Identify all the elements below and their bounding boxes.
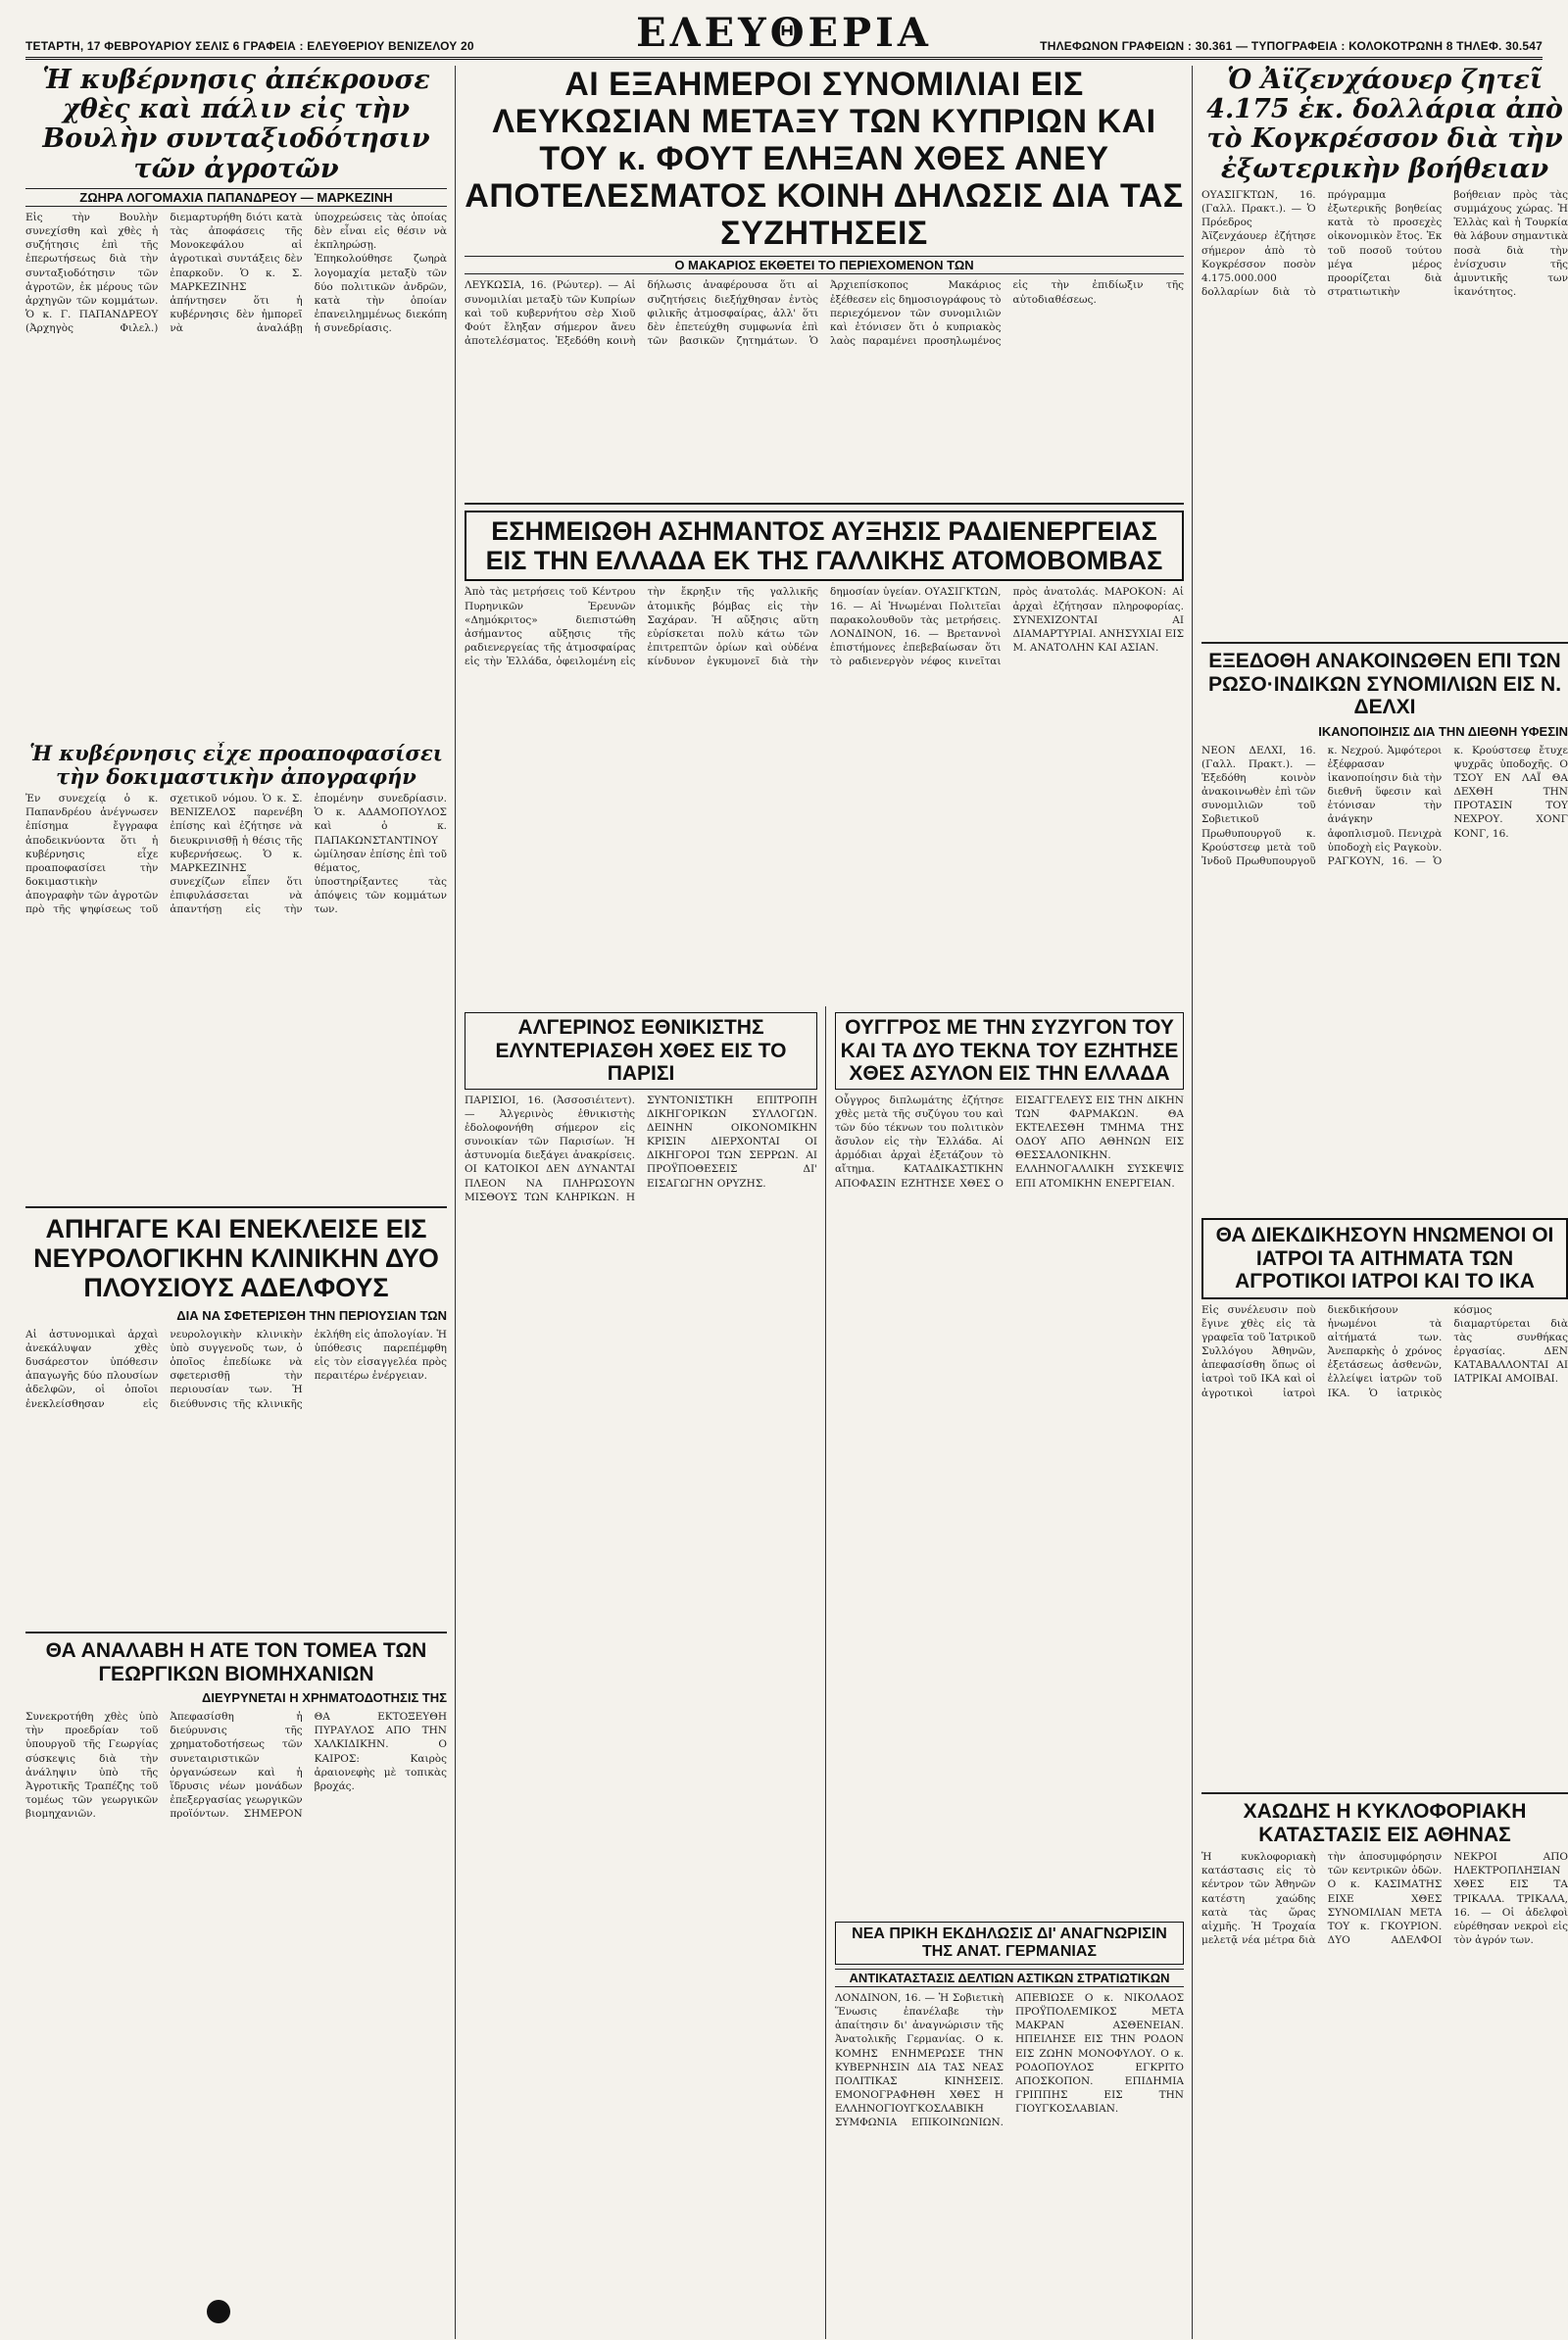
article-east-germany	[835, 1922, 1184, 2333]
article-traffic	[1201, 1800, 1568, 2335]
article-kicker: Ο ΜΑΚΑΡΙΟΣ ΕΚΘΕΤΕΙ ΤΟ ΠΕΡΙΕΧΟΜΕΝΟΝ ΤΩΝ	[465, 256, 1184, 274]
article-headline: ΧΑΩΔΗΣ Η ΚΥΚΛΟΦΟΡΙΑΚΗ ΚΑΤΑΣΤΑΣΙΣ ΕΙΣ ΑΘΗΝΑΣ	[1243, 1800, 1527, 1846]
column-rule	[825, 1006, 826, 2339]
article-c1d	[25, 1639, 447, 2335]
article-algerian	[465, 1012, 817, 2335]
article-body: Ἡ κυκλοφοριακὴ κατάστασις εἰς τὸ κέντρον τῶν Ἀθηνῶν κατέστη χαώδης κατὰ τὰς ὥρας αἰχμῆς. Ἡ Τροχαία μελετᾷ νέα μέτρα διὰ τὴν ἀποσυμφόρησιν τῶν κεντρικῶν ὁδῶν. Ο κ. ΚΑΣΙΜΑΤΗΣ ΕΙΧΕ ΧΘΕΣ ΣΥΝΟΜΙΛΙΑΝ ΜΕΤΑ ΤΟΥ κ. ΓΚΟΥΡΙΟΝ. ΔΥΟ ΑΔΕΛΦΟΙ ΝΕΚΡΟΙ ΑΠΟ ΗΛΕΚΤΡΟΠΛΗΞΙΑΝ ΧΘΕΣ ΕΙΣ ΤΑ ΤΡΙΚΑΛΑ. ΤΡΙΚΑΛΑ, 16. — Οἱ ἀδελφοὶ εὑρέθησαν νεκροὶ εἰς τὸν ἀγρόν των.	[1201, 1851, 1568, 1947]
article-kicker: ΑΝΤΙΚΑΤΑΣΤΑΣΙΣ ΔΕΛΤΙΩΝ ΑΣΤΙΚΩΝ ΣΤΡΑΤΙΩΤΙΚΩΝ	[835, 1969, 1184, 1987]
article-body: ΠΑΡΙΣΙΟΙ, 16. (Ἀσσοσιέιτεντ). — Ἀλγερινὸς ἐθνικιστὴς ἐδολοφονήθη σήμερον εἰς συνοικίαν τῶν Παρισίων. Ἡ ἀστυνομία διεξάγει ἀνακρίσεις. ΟΙ ΚΑΤΟΙΚΟΙ ΔΕΝ ΔΥΝΑΝΤΑΙ ΠΛΕΟΝ ΝΑ ΠΛΗΡΩΣΟΥΝ ΜΙΣΘΟΥΣ ΤΩΝ ΚΛΗΡΙΚΩΝ. Η ΣΥΝΤΟΝΙΣΤΙΚΗ ΕΠΙΤΡΟΠΗ ΔΙΚΗΓΟΡΙΚΩΝ ΣΥΛΛΟΓΩΝ. ΔΕΙΝΗΝ ΟΙΚΟΝΟΜΙΚΗΝ ΚΡΙΣΙΝ ΔΙΕΡΧΟΝΤΑΙ ΟΙ ΔΙΚΗΓΟΡΟΙ ΤΩΝ ΣΕΡΡΩΝ. ΑΙ ΠΡΟΫΠΟΘΕΣΕΙΣ ΔΙ' ΕΙΣΑΓΩΓΗΝ ΟΡΥΖΗΣ.	[465, 1094, 817, 1203]
article-body: ΝΕΟΝ ΔΕΛΧΙ, 16. (Γαλλ. Πρακτ.). — Ἐξεδόθη κοινὸν ἀνακοινωθὲν ἐπὶ τῶν συνομιλιῶν τοῦ Σοβιετικοῦ Πρωθυπουργοῦ κ. Κρούστσεφ μετὰ τοῦ Ἰνδοῦ Πρωθυπουργοῦ κ. Νεχρού. Ἀμφότεροι ἐξέφρασαν ἱκανοποίησιν διὰ τὴν διεθνῆ ὕφεσιν καὶ ἐτόνισαν τὴν ἀνάγκην ἀφοπλισμοῦ. Πενιχρὰ ὑποδοχὴ εἰς Ραγκοὺν. ΡΑΓΚΟΥΝ, 16. — Ὁ κ. Κρούστσεφ ἔτυχε ψυχρᾶς ὑποδοχῆς. Ο ΤΣΟΥ ΕΝ ΛΑΪ ΘΑ ΔΕΧΘΗ ΤΗΝ ΠΡΟΤΑΣΙΝ ΤΟΥ ΝΕΧΡΟΥ. ΧΟΝΓ ΚΟΝΓ, 16.	[1201, 744, 1568, 867]
article-radioactivity	[465, 511, 1184, 1000]
article-body: Συνεκροτήθη χθὲς ὑπὸ τὴν προεδρίαν τοῦ ὑπουργοῦ τῆς Γεωργίας σύσκεψις διὰ τὴν ἀνάληψιν ὑπὸ τῆς Ἀγροτικῆς Τραπέζης τοῦ τομέως τῶν γεωργικῶν βιομηχανιῶν. Ἀπεφασίσθη ἡ διεύρυνσις τῆς χρηματοδοτήσεως τῶν συνεταιριστικῶν ὀργανώσεων καὶ ἡ ἵδρυσις νέων μονάδων ἐπεξεργασίας γεωργικῶν προϊόντων. ΣΗΜΕΡΟΝ ΘΑ ΕΚΤΟΞΕΥΘΗ ΠΥΡΑΥΛΟΣ ΑΠΟ ΤΗΝ ΧΑΛΚΙΔΙΚΗΝ. Ο ΚΑΙΡΟΣ: Καιρὸς ἀραιονεφὴς μὲ τοπικὰς βροχάς.	[25, 1711, 447, 1821]
article-headline: ΑΠΗΓΑΓΕ ΚΑΙ ΕΝΕΚΛΕΙΣΕ ΕΙΣ ΝΕΥΡΟΛΟΓΙΚΗΝ ΚΛΙΝΙΚΗΝ ΔΥΟ ΠΛΟΥΣΙΟΥΣ ΑΔΕΛΦΟΥΣ	[33, 1214, 439, 1303]
article-headline: ΟΥΓΓΡΟΣ ΜΕ ΤΗΝ ΣΥΖΥΓΟΝ ΤΟΥ ΚΑΙ ΤΑ ΔΥΟ ΤΕΚΝΑ ΤΟΥ ΕΖΗΤΗΣΕ ΧΘΕΣ ΑΣΥΛΟΝ ΕΙΣ ΤΗΝ ΕΛΛΑΔΑ	[835, 1012, 1184, 1090]
article-hungarian	[835, 1012, 1184, 1914]
article-c1a	[25, 66, 447, 732]
article-c1c	[25, 1214, 447, 1626]
article-body: ΛΟΝΔΙΝΟΝ, 16. — Ἡ Σοβιετικὴ Ἕνωσις ἐπανέλαβε τὴν ἀπαίτησιν δι' ἀναγνώρισιν τῆς Ἀνατολικῆς Γερμανίας. Ο κ. ΚΟΜΗΣ ΕΝΗΜΕΡΩΣΕ ΤΗΝ ΚΥΒΕΡΝΗΣΙΝ ΔΙΑ ΤΑΣ ΝΕΑΣ ΠΟΛΙΤΙΚΑΣ ΚΙΝΗΣΕΙΣ. ΕΜΟΝΟΓΡΑΦΗΘΗ ΧΘΕΣ Η ΕΛΛΗΝΟΓΙΟΥΓΚΟΣΛΑΒΙΚΗ ΣΥΜΦΩΝΙΑ ΕΠΙΚΟΙΝΩΝΙΩΝ. ΑΠΕΒΙΩΣΕ Ο κ. ΝΙΚΟΛΑΟΣ ΠΡΟΫΠΟΛΕΜΙΚΟΣ ΜΕΤΑ ΜΑΚΡΑΝ ΑΣΘΕΝΕΙΑΝ. ΗΠΕΙΛΗΣΕ ΕΙΣ ΤΗΝ ΡΟΔΟΝ ΕΙΣ ΖΩΗΝ ΜΟΝΟΦΥΛΟΥ. Ο κ. ΡΟΔΟΠΟΥΛΟΣ ΕΓΚΡΙΤΟ ΑΠΟΣΚΟΠΟΝ. ΕΠΙΔΗΜΙΑ ΓΡΙΠΠΗΣ ΕΙΣ ΤΗΝ ΓΙΟΥΓΚΟΣΛΑΒΙΑΝ.	[835, 1991, 1184, 2129]
article-body: Εἰς συνέλευσιν ποὺ ἔγινε χθὲς εἰς τὰ γραφεῖα τοῦ Ἰατρικοῦ Συλλόγου Ἀθηνῶν, ἀπεφασίσθη ὅπως οἱ ἰατροὶ τοῦ ΙΚΑ καὶ οἱ ἀγροτικοὶ ἰατροὶ διεκδικήσουν ἡνωμένοι τὰ αἰτήματά των. Ἀνεπαρκὴς ὁ χρόνος ἐξετάσεως ἀσθενῶν, ἐλλείψει ἰατρῶν τοῦ ΙΚΑ. Ὁ ἰατρικὸς κόσμος διαμαρτύρεται διὰ τὰς συνθήκας ἐργασίας. ΔΕΝ ΚΑΤΑΒΑΛΛΟΝΤΑΙ ΑΙ ΙΑΤΡΙΚΑΙ ΑΜΟΙΒΑΙ.	[1201, 1303, 1568, 1399]
page-columns	[25, 66, 1568, 2339]
article-body: Ἀπὸ τὰς μετρήσεις τοῦ Κέντρου Πυρηνικῶν Ἐρευνῶν «Δημόκριτος» διεπιστώθη ἀσήμαντος αὔξησις τῆς ραδιενεργείας τῆς ἀτμοσφαίρας εἰς τὴν Ἑλλάδα, ὀφειλομένη εἰς τὴν ἔκρηξιν τῆς γαλλικῆς ἀτομικῆς βόμβας εἰς τὴν Σαχάραν. Ἡ αὔξησις αὕτη εὑρίσκεται πολὺ κάτω τῶν ἐπιτρεπτῶν ὁρίων καὶ οὐδένα κίνδυνον ἐγκυμονεῖ διὰ τὴν δημοσίαν ὑγείαν. ΟΥΑΣΙΓΚΤΩΝ, 16. — Αἱ Ἡνωμέναι Πολιτεῖαι παρακολουθοῦν τὰς μετρήσεις. ΛΟΝΔΙΝΟΝ, 16. — Βρεταννοὶ ἐπιστήμονες ἐπεβεβαίωσαν ὅτι τὸ ραδιενεργὸν νέφος κινεῖται πρὸς ἀνατολάς. ΜΑΡΟΚΟΝ: Αἱ ἀρχαὶ ἐζήτησαν πληροφορίας. ΣΥΝΕΧΙΖΟΝΤΑΙ ΑΙ ΔΙΑΜΑΡΤΥΡΙΑΙ. ΑΝΗΣΥΧΙΑΙ ΕΙΣ Μ. ΑΝΑΤΟΛΗΝ ΚΑΙ ΑΣΙΑΝ.	[465, 586, 1184, 668]
column-rule	[1192, 66, 1193, 2339]
section-rule	[465, 503, 1184, 505]
article-lead	[465, 66, 1184, 497]
article-body: Ἐν συνεχείᾳ ὁ κ. Παπανδρέου ἀνέγνωσεν ἐπίσημα ἔγγραφα ἀποδεικνύοντα ὅτι ἡ κυβέρνησις εἶχε προαποφασίσει τὴν δοκιμαστικὴν ἀπογραφὴν τῶν ἀγροτῶν πρὸ τῆς ψηφίσεως τοῦ σχετικοῦ νόμου. Ὁ κ. Σ. ΒΕΝΙΖΕΛΟΣ παρενέβη ἐπίσης καὶ ἐζήτησε νὰ διευκρινισθῇ ἡ θέσις τῆς κυβερνήσεως. Ὁ κ. ΜΑΡΚΕΖΙΝΗΣ συνεχίζων εἶπεν ὅτι ἐπιφυλάσσεται νὰ ἀπαντήσῃ εἰς τὴν ἐπομένην συνεδρίασιν. Ὁ κ. ΑΔΑΜΟΠΟΥΛΟΣ καὶ ὁ κ. ΠΑΠΑΚΩΝΣΤΑΝΤΙΝΟΥ ὡμίλησαν ἐπίσης ἐπὶ τοῦ θέματος, ὑποστηρίξαντες τὰς ἀπόψεις τῶν κομμάτων των.	[25, 793, 447, 916]
article-body: Αἱ ἀστυνομικαὶ ἀρχαὶ ἀνεκάλυψαν χθὲς δυσάρεστον ὑπόθεσιν ἀπαγωγῆς δύο πλουσίων ἀδελφῶν, οἱ ὁποῖοι ἐνεκλείσθησαν εἰς νευρολογικὴν κλινικὴν ὑπὸ συγγενοῦς των, ὁ ὁποῖος ἐπεδίωκε νὰ σφετερισθῇ τὴν περιουσίαν των. Ἡ διεύθυνσις τῆς κλινικῆς ἐκλήθη εἰς ἀπολογίαν. Ἡ ὑπόθεσις παρεπέμφθη εἰς τὸν εἰσαγγελέα πρὸς περαιτέρω ἐνέργειαν.	[25, 1328, 447, 1410]
article-body: Οὖγγρος διπλωμάτης ἐζήτησε χθὲς μετὰ τῆς συζύγου του καὶ τῶν δύο τέκνων του πολιτικὸν ἄσυλον εἰς τὴν Ἑλλάδα. Αἱ ἁρμόδιαι ἀρχαὶ ἐξετάζουν τὸ αἴτημα. ΚΑΤΑΔΙΚΑΣΤΙΚΗΝ ΑΠΟΦΑΣΙΝ ΕΖΗΤΗΣΕ ΧΘΕΣ Ο ΕΙΣΑΓΓΕΛΕΥΣ ΕΙΣ ΤΗΝ ΔΙΚΗΝ ΤΩΝ ΦΑΡΜΑΚΩΝ. ΘΑ ΕΚΤΕΛΕΣΘΗ ΤΜΗΜΑ ΤΗΣ ΟΔΟΥ ΑΠΟ ΑΘΗΝΩΝ ΕΙΣ ΘΕΣΣΑΛΟΝΙΚΗΝ. ΕΛΛΗΝΟΓΑΛΛΙΚΗ ΣΥΣΚΕΨΙΣ ΕΠΙ ΑΤΟΜΙΚΗΝ ΕΝΕΡΓΕΙΑΝ.	[835, 1094, 1184, 1190]
article-kicker: ΔΙΑ ΝΑ ΣΦΕΤΕΡΙΣΘΗ ΤΗΝ ΠΕΡΙΟΥΣΙΑΝ ΤΩΝ	[176, 1307, 447, 1323]
article-headline: ΘΑ ΑΝΑΛΑΒΗ Η ΑΤΕ ΤΟΝ ΤΟΜΕΑ ΤΩΝ ΓΕΩΡΓΙΚΩΝ ΒΙΟΜΗΧΑΝΙΩΝ	[45, 1639, 427, 1685]
masthead-title: ΕΛΕΥΘΕΡΙΑ	[636, 10, 932, 56]
article-kicker: ΖΩΗΡΑ ΛΟΓΟΜΑΧΙΑ ΠΑΠΑΝΔΡΕΟΥ — ΜΑΡΚΕΖΙΝΗ	[25, 188, 447, 207]
masthead	[25, 10, 1543, 60]
section-rule	[1201, 642, 1568, 644]
lead-headline: ΑΙ ΕΞΑΗΜΕΡΟΙ ΣΥΝΟΜΙΛΙΑΙ ΕΙΣ ΛΕΥΚΩΣΙΑΝ ΜΕΤΑΞΥ ΤΩΝ ΚΥΠΡΙΩΝ ΚΑΙ ΤΟΥ κ. ΦΟΥΤ ΕΛΗΞΑΝ ΧΘΕΣ ΑΝΕΥ ΑΠΟΤΕΛΕΣΜΑΤΟΣ ΚΟΙΝΗ ΔΗΛΩΣΙΣ ΔΙΑ ΤΑΣ ΣΥΖΗΤΗΣΕΙΣ	[465, 66, 1184, 253]
masthead-phones: ΤΗΛΕΦΩΝΟΝ ΓΡΑΦΕΙΩΝ : 30.361 — ΤΥΠΟΓΡΑΦΕΙΑ : ΚΟΛΟΚΟΤΡΩΝΗ 8 ΤΗΛΕΦ. 30.547	[1040, 39, 1543, 53]
article-doctors	[1201, 1218, 1568, 1786]
article-kicker: ΔΙΕΥΡΥΝΕΤΑΙ Η ΧΡΗΜΑΤΟΔΟΤΗΣΙΣ ΤΗΣ	[201, 1690, 447, 1706]
section-rule	[25, 1206, 447, 1208]
article-headline: Ὁ Ἀϊζενχάουερ ζητεῖ 4.175 ἑκ. δολλάρια ἀπὸ τὸ Κογκρέσσον διὰ τὴν ἐξωτερικὴν βοήθειαν	[1206, 66, 1563, 184]
article-headline: ΕΞΕΔΟΘΗ ΑΝΑΚΟΙΝΩΘΕΝ ΕΠΙ ΤΩΝ ΡΩΣΟ·ΙΝΔΙΚΩΝ ΣΥΝΟΜΙΛΙΩΝ ΕΙΣ Ν. ΔΕΛΧΙ	[1207, 650, 1562, 719]
article-headline: ΝΕΑ ΠΡΙΚΗ ΕΚΔΗΛΩΣΙΣ ΔΙ' ΑΝΑΓΝΩΡΙΣΙΝ ΤΗΣ ΑΝΑΤ. ΓΕΡΜΑΝΙΑΣ	[835, 1922, 1184, 1965]
column-rule	[455, 66, 456, 2339]
article-eisenhower	[1201, 66, 1568, 634]
article-headline: ΕΣΗΜΕΙΩΘΗ ΑΣΗΜΑΝΤΟΣ ΑΥΞΗΣΙΣ ΡΑΔΙΕΝΕΡΓΕΙΑΣ ΕΙΣ ΤΗΝ ΕΛΛΑΔΑ ΕΚ ΤΗΣ ΓΑΛΛΙΚΗΣ ΑΤΟΜΟΒΟΜΒΑΣ	[465, 511, 1184, 581]
section-rule	[25, 1632, 447, 1633]
article-headline: Ἡ κυβέρνησις εἶχε προαποφασίσει τὴν δοκιμαστικὴν ἀπογραφήν	[29, 742, 443, 789]
article-headline: ΑΛΓΕΡΙΝΟΣ ΕΘΝΙΚΙΣΤΗΣ ΕΛΥΝΤΕΡΙΑΣΘΗ ΧΘΕΣ ΕΙΣ ΤΟ ΠΑΡΙΣΙ	[465, 1012, 817, 1090]
article-body: ΛΕΥΚΩΣΙΑ, 16. (Ρώυτερ). — Αἱ συνομιλίαι μεταξὺ τῶν Κυπρίων καὶ τοῦ κυβερνήτου σὲρ Χιοῦ Φούτ ἔληξαν σήμερον ἄνευ ἀποτελέσματος. Ἐξεδόθη κοινὴ δήλωσις ἀναφέρουσα ὅτι αἱ συζητήσεις διεξήχθησαν ἐντὸς φιλικῆς ἀτμοσφαίρας, ἀλλ' ὅτι δὲν ἐπετεύχθη συμφωνία ἐπὶ τῶν βασικῶν ζητημάτων. Ὁ Ἀρχιεπίσκοπος Μακάριος ἐξέθεσεν εἰς δημοσιογράφους τὸ περιεχόμενον τῶν συνομιλιῶν καὶ ἐτόνισεν ὅτι ὁ κυπριακὸς λαὸς παραμένει προσηλωμένος εἰς τὴν ἐπιδίωξιν τῆς αὐτοδιαθέσεως.	[465, 279, 1184, 348]
article-headline: ΘΑ ΔΙΕΚΔΙΚΗΣΟΥΝ ΗΝΩΜΕΝΟΙ ΟΙ ΙΑΤΡΟΙ ΤΑ ΑΙΤΗΜΑΤΑ ΤΩΝ ΑΓΡΟΤΙΚΟΙ ΙΑΤΡΟΙ ΚΑΙ ΤΟ ΙΚΑ	[1201, 1218, 1568, 1299]
section-rule	[1201, 1792, 1568, 1794]
masthead-date: ΤΕΤΑΡΤΗ, 17 ΦΕΒΡΟΥΑΡΙΟΥ ΣΕΛΙΣ 6 ΓΡΑΦΕΙΑ : ΕΛΕΥΘΕΡΙΟΥ ΒΕΝΙΖΕΛΟΥ 20	[25, 39, 474, 53]
article-indo-soviet	[1201, 650, 1568, 1208]
article-c1b	[25, 742, 447, 1202]
article-body: Εἰς τὴν Βουλὴν συνεχίσθη καὶ χθὲς ἡ συζήτησις ἐπὶ τῆς ἐπερωτήσεως διὰ τὴν συνταξιοδότησιν τῶν ἀγροτῶν, ἐκ μέρους τῶν ἀρχηγῶν τῶν κομμάτων. Ὁ κ. Γ. ΠΑΠΑΝΔΡΕΟΥ (Ἀρχηγὸς Φιλελ.) διεμαρτυρήθη διότι κατὰ τὰς ἀποφάσεις τῆς Μονοκεφάλου αἱ ἀγροτικαὶ συντάξεις δὲν ἐπαρκοῦν. Ὁ κ. Σ. ΜΑΡΚΕΖΙΝΗΣ ἀπήντησεν ὅτι ἡ κυβέρνησις δὲν ἠμπορεῖ νὰ ἀναλάβῃ ὑποχρεώσεις τὰς ὁποίας δὲν εἶναι εἰς θέσιν νὰ ἐκπληρώσῃ. Ἐπηκολούθησε ζωηρὰ λογομαχία μεταξὺ τῶν δύο πολιτικῶν ἀνδρῶν, κατὰ τὴν ὁποίαν ἐπανειλημμένως διεκόπη ἡ συνεδρίασις.	[25, 211, 447, 335]
article-kicker: ΙΚΑΝΟΠΟΙΗΣΙΣ ΔΙΑ ΤΗΝ ΔΙΕΘΝΗ ΥΦΕΣΙΝ	[1318, 723, 1568, 739]
article-headline: Ἡ κυβέρνησις ἀπέκρουσε χθὲς καὶ πάλιν εἰς τὴν Βουλὴν συνταξιοδότησιν τῶν ἀγροτῶν	[42, 66, 430, 184]
article-body: ΟΥΑΣΙΓΚΤΩΝ, 16. (Γαλλ. Πρακτ.). — Ὁ Πρόεδρος Ἀϊζενχάουερ ἐζήτησε σήμερον ἀπὸ τὸ Κογκρέσσον ποσὸν 4.175.000.000 δολλαρίων διὰ τὸ πρόγραμμα ἐξωτερικῆς βοηθείας κατὰ τὸ προσεχὲς οἰκονομικὸν ἔτος. Ἐκ τοῦ ποσοῦ τούτου μέγα μέρος προορίζεται διὰ στρατιωτικὴν βοήθειαν πρὸς τὰς συμμάχους χώρας. Ἡ Ἑλλὰς καὶ ἡ Τουρκία θὰ λάβουν σημαντικὰ ποσὰ διὰ τὴν ἐνίσχυσιν τῆς ἀμυντικῆς των ἱκανότητος.	[1201, 188, 1568, 299]
ink-blot	[207, 2300, 230, 2323]
